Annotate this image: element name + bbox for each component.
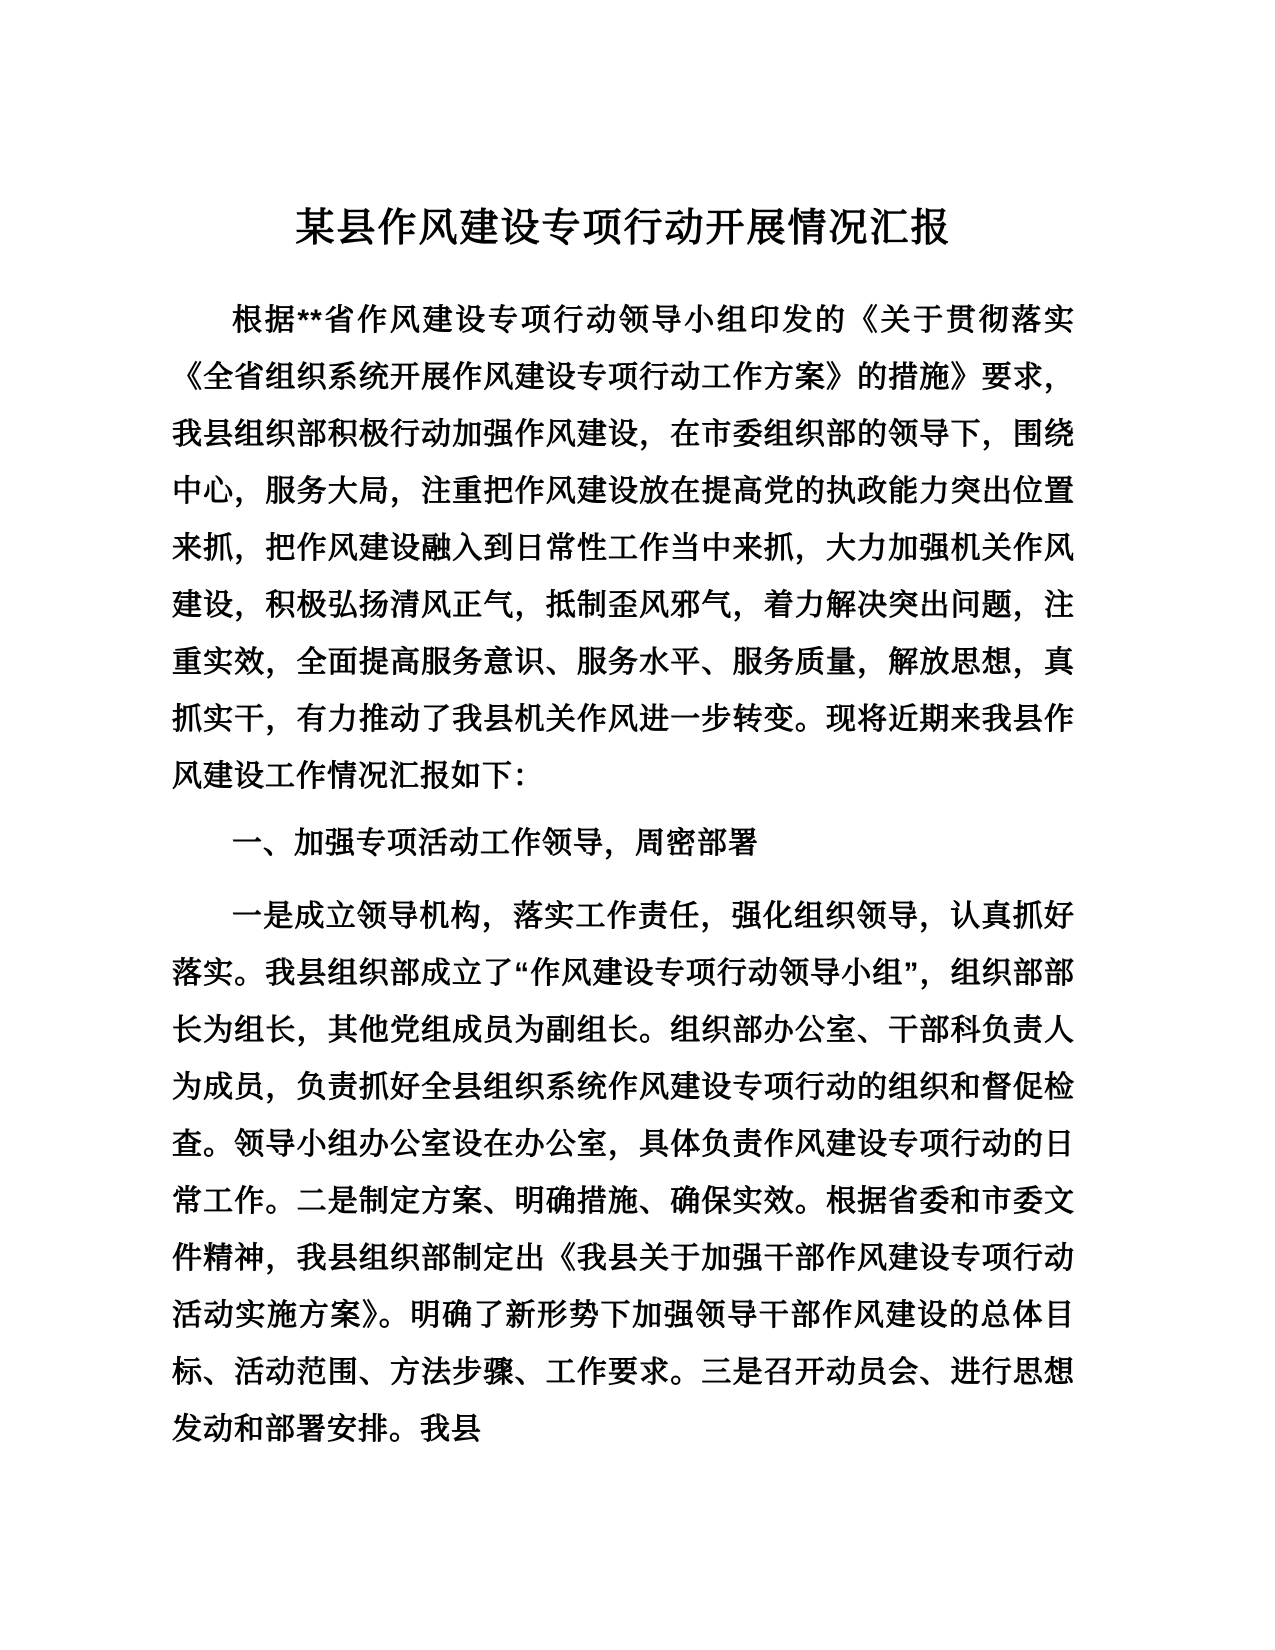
- document-title: 某县作风建设专项行动开展情况汇报: [295, 207, 952, 250]
- paragraph-section-1-body: 一是成立领导机构，落实工作责任，强化组织领导，认真抓好落实。我县组织部成立了“作风建设专项行动领导小组”，组织部部长为组长，其他党组成员为副组长。组织部办公室、干部科负责人为成员，负责抓好全县组织系统作风建设专项行动的组织和督促检查。领导小组办公室设在办公室，具体负责作风建设专项行动的日常工作。二是制定方案、明确措施、确保实效。根据省委和市委文件精神，我县组织部制定出《我县关于加强干部作风建设专项行动活动实施方案》。明确了新形势下加强领导干部作风建设的总体目标、活动范围、方法步骤、工作要求。三是召开动员会、进行思想发动和部署安排。我县: [172, 899, 1075, 1446]
- section-heading-1: 一、加强专项活动工作领导，周密部署: [232, 826, 759, 860]
- paragraph-intro: 根据**省作风建设专项行动领导小组印发的《关于贯彻落实《全省组织系统开展作风建设专项行动工作方案》的措施》要求，我县组织部积极行动加强作风建设，在市委组织部的领导下，围绕中心，服务大局，注重把作风建设放在提高党的执政能力突出位置来抓，把作风建设融入到日常性工作当中来抓，大力加强机关作风建设，积极弘扬清风正气，抵制歪风邪气，着力解决突出问题，注重实效，全面提高服务意识、服务水平、服务质量，解放思想，真抓实干，有力推动了我县机关作风进一步转变。现将近期来我县作风建设工作情况汇报如下：: [172, 303, 1075, 793]
